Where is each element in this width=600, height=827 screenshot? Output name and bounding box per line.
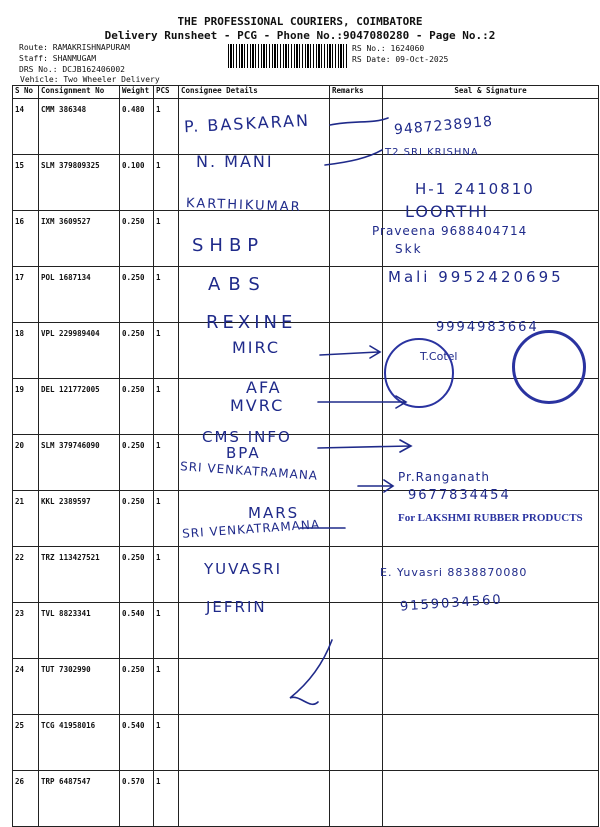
cell-cons: TUT 7302990: [39, 659, 120, 715]
handwritten-signature: T.Cotel: [420, 350, 458, 363]
cell-sno: 25: [13, 715, 39, 771]
cell-pcs: 1: [154, 771, 179, 827]
cell-pcs: 1: [154, 155, 179, 211]
arrow-stroke: [325, 150, 382, 165]
cell-weight: 0.250: [120, 323, 154, 379]
cell-weight: 0.540: [120, 715, 154, 771]
cell-pcs: 1: [154, 379, 179, 435]
cell-weight: 0.480: [120, 99, 154, 155]
cell-pcs: 1: [154, 99, 179, 155]
cell-cons: TRP 6487547: [39, 771, 120, 827]
vehicle-field: Vehicle: Two Wheeler Delivery: [20, 75, 160, 84]
cell-cons: SLM 379809325: [39, 155, 120, 211]
header-consignee: Consignee Details: [179, 86, 330, 99]
arrow-stroke: [318, 440, 411, 452]
cell-cons: TRZ 113427521: [39, 547, 120, 603]
route-field: Route: RAMAKRISHNAPURAM: [19, 43, 130, 52]
header-consignment: Consignment No: [39, 86, 120, 99]
handwritten-consignee: BPA: [226, 444, 261, 462]
cell-sno: 16: [13, 211, 39, 267]
cell-pcs: 1: [154, 323, 179, 379]
arrow-stroke: [330, 118, 388, 125]
cell-sno: 17: [13, 267, 39, 323]
handwritten-consignee: JEFRIN: [206, 598, 267, 616]
handwritten-signature: Praveena 9688404714: [372, 224, 528, 238]
cell-pcs: 1: [154, 267, 179, 323]
handwritten-consignee: P. BASKARAN: [183, 110, 311, 137]
cell-weight: 0.540: [120, 603, 154, 659]
handwritten-consignee: SHBP: [192, 235, 265, 256]
cell-cons: DEL 121772005: [39, 379, 120, 435]
cell-cons: VPL 229989404: [39, 323, 120, 379]
handwritten-consignee: MVRC: [230, 396, 285, 415]
cell-weight: 0.250: [120, 547, 154, 603]
handwritten-signature: 9994983664: [436, 320, 539, 335]
cell-sno: 20: [13, 435, 39, 491]
cell-sno: 24: [13, 659, 39, 715]
handwritten-consignee: YUVASRI: [204, 560, 283, 578]
handwritten-consignee: ABS: [208, 274, 268, 295]
handwritten-signature: T2 SRI KRISHNA: [385, 147, 479, 158]
handwritten-consignee: AFA: [246, 378, 282, 397]
cell-weight: 0.250: [120, 491, 154, 547]
cell-cons: TCG 41958016: [39, 715, 120, 771]
handwritten-signature: 9677834454: [408, 488, 511, 503]
header-remarks: Remarks: [330, 86, 383, 99]
cell-pcs: 1: [154, 491, 179, 547]
handwritten-consignee: SRI VENKATRAMANA: [181, 517, 321, 541]
bottom-signature-stroke: [290, 640, 332, 704]
handwritten-consignee: SRI VENKATRAMANA: [179, 459, 319, 483]
rs-date: RS Date: 09-Oct-2025: [352, 55, 449, 64]
handwritten-consignee: MIRC: [232, 338, 281, 357]
cell-sno: 23: [13, 603, 39, 659]
cell-sno: 26: [13, 771, 39, 827]
handwritten-signature: Pr.Ranganath: [398, 470, 490, 484]
cell-sno: 15: [13, 155, 39, 211]
cell-cons: KKL 2389597: [39, 491, 120, 547]
cell-pcs: 1: [154, 211, 179, 267]
handwritten-signature: 9159034560: [399, 592, 504, 615]
cell-weight: 0.250: [120, 379, 154, 435]
cell-weight: 0.250: [120, 267, 154, 323]
cell-pcs: 1: [154, 547, 179, 603]
cell-cons: TVL 8823341: [39, 603, 120, 659]
handwritten-signature: Skk: [395, 242, 423, 256]
header-sno: S No: [13, 86, 39, 99]
cell-pcs: 1: [154, 715, 179, 771]
cell-cons: IXM 3609527: [39, 211, 120, 267]
handwritten-consignee: N. MANI: [196, 152, 274, 171]
header-weight: Weight: [120, 86, 154, 99]
cell-weight: 0.250: [120, 659, 154, 715]
cell-sno: 18: [13, 323, 39, 379]
arrow-stroke: [318, 396, 406, 408]
rs-number: RS No.: 1624060: [352, 44, 425, 53]
cell-pcs: 1: [154, 435, 179, 491]
cell-weight: 0.250: [120, 435, 154, 491]
cell-sno: 22: [13, 547, 39, 603]
handwritten-consignee: MARS: [248, 504, 300, 522]
handwritten-consignee: REXINE: [206, 312, 297, 333]
handwritten-signature: LOORTHI: [405, 202, 490, 221]
cell-cons: SLM 379746090: [39, 435, 120, 491]
cell-sno: 19: [13, 379, 39, 435]
company-stamp-text: For LAKSHMI RUBBER PRODUCTS: [398, 512, 583, 524]
arrow-stroke: [320, 346, 380, 358]
handwritten-consignee: KARTHIKUMAR: [185, 195, 302, 216]
drs-field: DRS No.: DCJB162406002: [19, 65, 125, 74]
cell-pcs: 1: [154, 659, 179, 715]
handwritten-signature: H-1 2410810: [415, 180, 535, 198]
cell-sno: 21: [13, 491, 39, 547]
header-seal-signature: Seal & Signature: [383, 86, 599, 99]
handwritten-consignee: CMS INFO: [202, 428, 292, 446]
cell-cons: POL 1687134: [39, 267, 120, 323]
cell-weight: 0.100: [120, 155, 154, 211]
cell-weight: 0.250: [120, 211, 154, 267]
arrow-stroke: [358, 480, 393, 492]
staff-field: Staff: SHANMUGAM: [19, 54, 97, 63]
header-pcs: PCS: [154, 86, 179, 99]
runsheet-title: Delivery Runsheet - PCG - Phone No.:9047080280 - Page No.:2: [104, 29, 496, 42]
cell-sno: 14: [13, 99, 39, 155]
cell-weight: 0.570: [120, 771, 154, 827]
company-title: THE PROFESSIONAL COURIERS, COIMBATORE: [177, 15, 423, 28]
cell-cons: CMM 386348: [39, 99, 120, 155]
handwritten-signature: Mali 9952420695: [388, 268, 564, 286]
cell-pcs: 1: [154, 603, 179, 659]
handwritten-signature: 9487238918: [393, 113, 494, 139]
handwritten-signature: E. Yuvasri 8838870080: [380, 566, 528, 579]
